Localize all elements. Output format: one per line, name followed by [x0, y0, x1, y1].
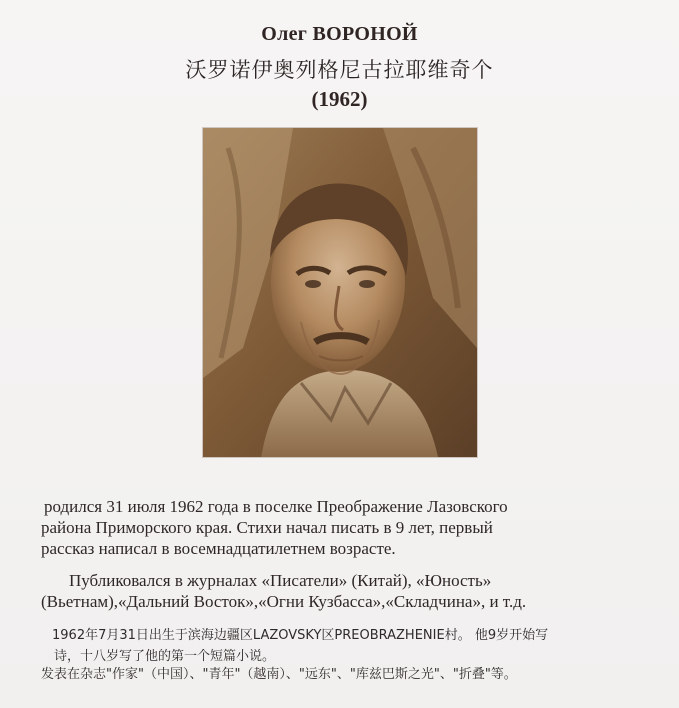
biography-russian-line-3: рассказ написал в восемнадцатилетнем возрасте.	[41, 539, 396, 558]
author-name-chinese: 沃罗诺伊奥列格尼古拉耶维奇个	[185, 58, 494, 82]
biography-russian	[41, 496, 655, 559]
author-name-russian: Олег ВОРОНОЙ	[261, 23, 418, 45]
biography-chinese	[41, 625, 655, 667]
publications-russian-line-1: Публиковался в журналах «Писатели» (Китай), «Юность»	[69, 571, 492, 590]
birth-year: (1962)	[311, 87, 368, 111]
portrait-photo	[203, 128, 477, 457]
biography-chinese-line-1: 1962年7月31日出生于滨海边疆区LAZOVSKY区PREOBRAZHENIE村。 他9岁开始写	[52, 628, 549, 643]
publications-russian-line-2: (Вьетнам),«Дальний Восток»,«Огни Кузбасса»,«Складчина», и т.д.	[41, 592, 527, 611]
biography-russian-line-1: родился 31 июля 1962 года в поселке Преображение Лазовского	[44, 497, 508, 516]
portrait-icon	[203, 128, 477, 457]
biography-russian-line-2: района Приморского края. Стихи начал писать в 9 лет, первый	[41, 518, 493, 537]
publications-chinese-line-1: 发表在杂志"作家"（中国）、"青年"（越南）、"远东"、"库兹巴斯之光"、"折叠"等。	[41, 667, 517, 682]
biography-chinese-line-2: 诗，十八岁写了他的第一个短篇小说。	[54, 649, 276, 664]
publications-russian	[41, 570, 655, 612]
publications-chinese	[41, 664, 655, 685]
